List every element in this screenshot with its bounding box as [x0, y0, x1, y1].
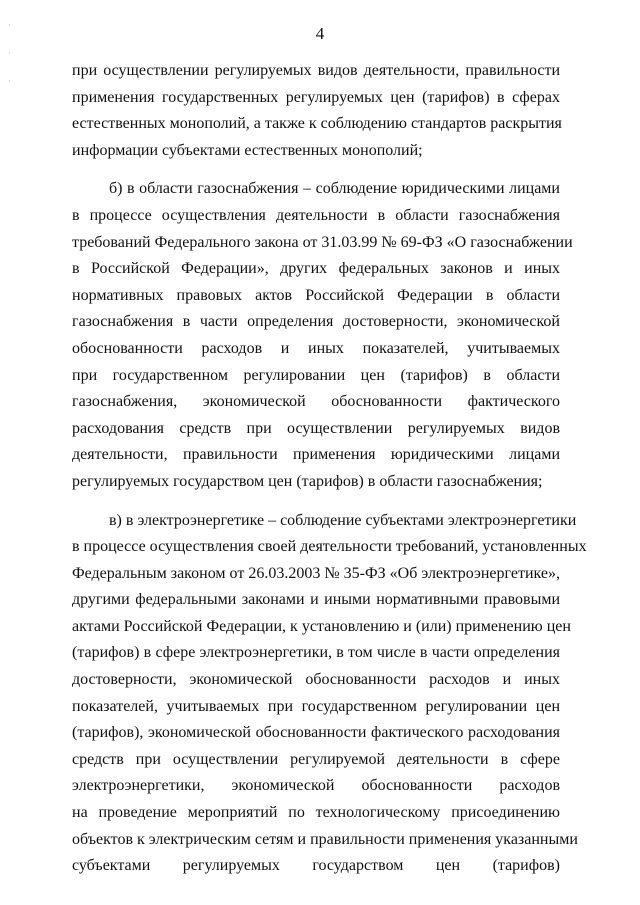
text-line: требований Федерального закона от 31.03.99 № 69-ФЗ «О газоснабжении: [72, 233, 573, 251]
text-line: (тарифов), экономической обоснованности фактического расходования: [72, 724, 560, 742]
text-line: на проведение мероприятий по технологическому присоединению: [72, 804, 560, 822]
text-line: (тарифов) в сфере электроэнергетики, в том числе в части определения: [72, 644, 560, 662]
text-line: газоснабжения, экономической обоснованности фактического: [72, 393, 560, 411]
text-line: естественных монополий, а также к соблюдению стандартов раскрытия: [72, 115, 562, 133]
text-line: газоснабжения в части определения достоверности, экономической: [72, 313, 560, 331]
text-line: расходования средств при осуществлении регулируемых видов: [72, 419, 560, 437]
text-line: в Российской Федерации», других федеральных законов и иных: [72, 260, 560, 278]
text-line: объектов к электрическим сетям и правильности применения указанными: [72, 830, 578, 848]
text-line: в процессе осуществления своей деятельности требований, установленных: [72, 538, 587, 556]
text-line: другими федеральными законами и иными нормативными правовыми: [72, 591, 560, 609]
text-line: Федеральным законом от 26.03.2003 № 35-ФЗ «Об электроэнергетике»,: [72, 564, 560, 582]
text-line: нормативных правовых актов Российской Федерации в области: [72, 286, 560, 304]
paragraph-gap: [72, 496, 560, 508]
margin-scan-marks: · · ·: [8, 21, 11, 86]
text-line: информации субъектами естественных монополий;: [72, 141, 423, 159]
page-number: 4: [315, 24, 325, 43]
text-line: актами Российской Федерации, к установлению и (или) применению цен: [72, 617, 571, 635]
text-line: при осуществлении регулируемых видов деятельности, правильности: [72, 62, 560, 79]
text-line: б) в области газоснабжения – соблюдение юридическими лицами: [109, 180, 560, 198]
text-line: достоверности, экономической обоснованности расходов и иных: [72, 671, 560, 689]
text-line: субъектами регулируемых государством цен (тарифов): [72, 857, 560, 875]
text-line: деятельности, правильности применения юридическими лицами: [72, 446, 560, 464]
document-body: [72, 58, 587, 880]
text-line: обоснованности расходов и иных показателей, учитываемых: [72, 339, 560, 357]
text-line: в) в электроэнергетике – соблюдение субъектами электроэнергетики: [109, 511, 577, 529]
text-line: регулируемых государством цен (тарифов) в области газоснабжения;: [72, 472, 543, 490]
paragraph-gap: [72, 164, 560, 176]
text-line: применения государственных регулируемых цен (тарифов) в сферах: [72, 88, 560, 106]
text-line: в процессе осуществления деятельности в области газоснабжения: [72, 206, 560, 224]
text-line: электроэнергетики, экономической обоснованности расходов: [72, 777, 560, 795]
text-line: показателей, учитываемых при государственном регулировании цен: [72, 697, 560, 715]
text-line: средств при осуществлении регулируемой деятельности в сфере: [72, 750, 560, 768]
text-line: при государственном регулировании цен (тарифов) в области: [72, 366, 560, 384]
